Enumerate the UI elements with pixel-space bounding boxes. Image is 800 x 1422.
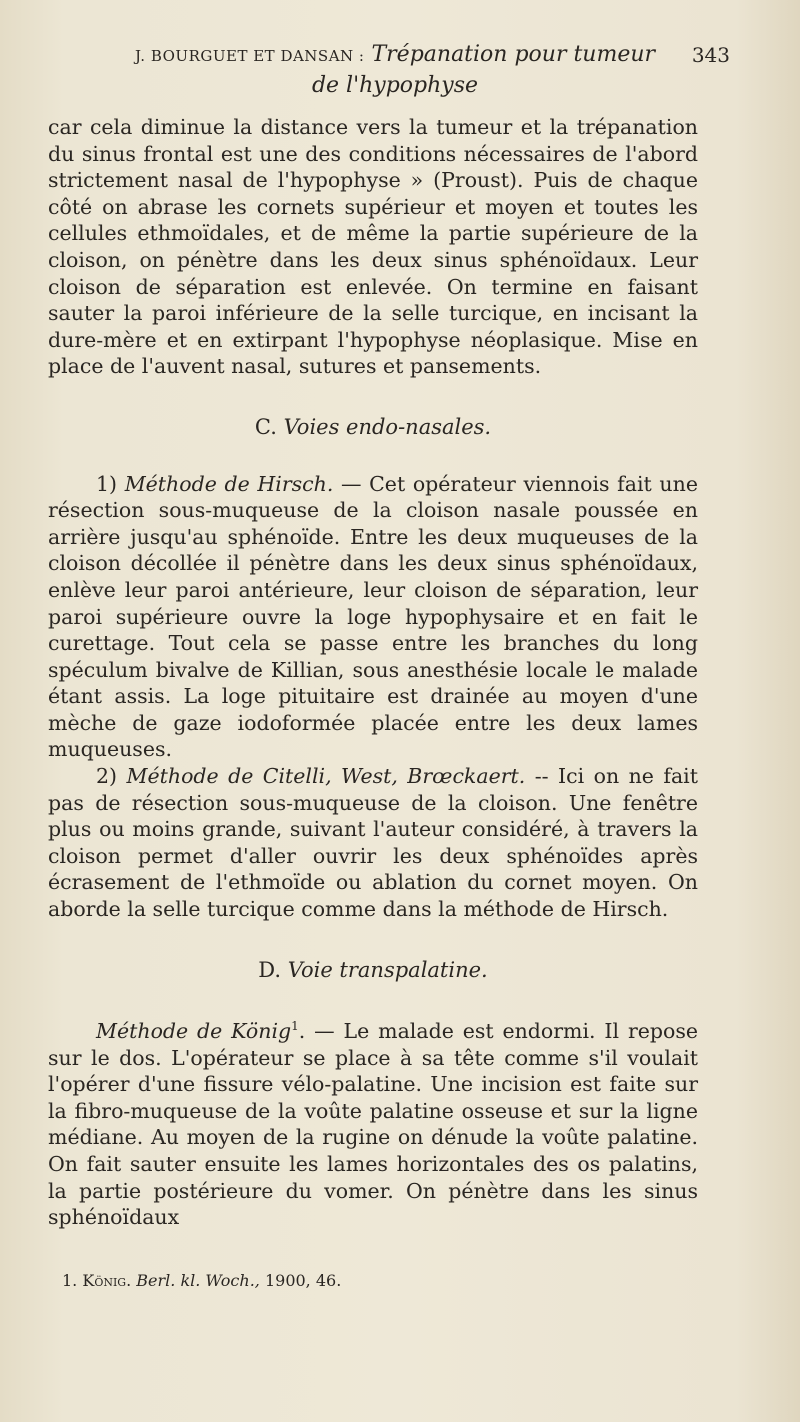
- method-citelli-title: Méthode de Citelli, West, Brœckaert.: [126, 764, 526, 789]
- section-heading-d: [48, 957, 698, 984]
- header-title: Trépanation pour tumeur: [371, 42, 656, 67]
- method-citelli-paragraph: [48, 763, 698, 923]
- section-d-letter: D.: [258, 957, 282, 982]
- footnote-author: König.: [82, 1271, 132, 1290]
- section-c-title: Voies endo-nasales.: [283, 414, 492, 439]
- method-hirsch-title: Méthode de Hirsch.: [124, 471, 334, 496]
- intro-paragraph: car cela diminue la distance vers la tumeur et la trépanation du sinus frontal est une des conditions nécessaires de l'abord strictement nasal de l'hypophyse » (Proust). Puis de chaque côté on abrase les cornets supérieur et moyen et toutes les cellules ethmoïdales, et de même la partie supérieure de la cloison, on pénètre dans les deux sinus sphénoïdaux. Leur cloison de séparation est enlevée. On termine en faisant sauter la paroi inférieure de la selle turcique, en incisant la dure-mère et en extirpant l'hypophyse néoplasique. Mise en place de l'auvent nasal, sutures et pansements.: [48, 115, 698, 379]
- method-citelli-text: -- Ici on ne fait pas de résection sous-muqueuse de la cloison. Une fenêtre plus ou moins grande, suivant l'auteur considéré, à travers la cloison permet d'aller ouvrir les deux sphénoïdes après écrasement de l'ethmoïde ou ablation du cornet moyen. On aborde la selle turcique comme dans la méthode de Hirsch.: [48, 764, 698, 922]
- footnote-number: 1.: [62, 1271, 78, 1290]
- method-konig-text: . — Le malade est endormi. Il repose sur le dos. L'opérateur se place à sa tête comme s'il voulait l'opérer d'une fissure vélo-palatine. Une incision est faite sur la fibro-muqueuse de la voûte palatine osseuse et sur la ligne médiane. Au moyen de la rugine on dénude la voûte palatine. On fait sauter ensuite les lames horizontales des os palatins, la partie postérieure du vomer. On pénètre dans les sinus sphénoïdaux: [48, 1019, 698, 1230]
- section-heading-c: [48, 414, 698, 441]
- method-hirsch-text: — Cet opérateur viennois fait une résection sous-muqueuse de la cloison nasale poussée en arrière jusqu'au sphénoïde. Entre les deux muqueuses de la cloison décollée il pénètre dans les deux sinus sphénoïdaux, enlève leur paroi antérieure, leur cloison de séparation, leur paroi supérieure ouvre la loge hypophysaire et en fait le curettage. Tout cela se passe entre les branches du long spéculum bivalve de Killian, sous anesthésie locale le malade étant assis. La loge pituitaire est drainée au moyen d'une mèche de gaze iodoformée placée entre les deux lames muqueuses.: [48, 471, 698, 762]
- footnote-reference: 1: [291, 1019, 299, 1034]
- footnote-source: Berl. kl. Woch.,: [136, 1271, 260, 1290]
- method-konig-paragraph: [48, 1013, 698, 1231]
- section-d-title: Voie transpalatine.: [287, 957, 488, 982]
- footnote: [62, 1270, 662, 1292]
- section-c-letter: C.: [254, 414, 277, 439]
- page-number: 343: [691, 43, 730, 67]
- header-title-continued: de l'hypophyse: [311, 73, 479, 98]
- footnote-details: 1900, 46.: [264, 1271, 342, 1290]
- method-hirsch-paragraph: [48, 471, 698, 764]
- method-citelli-number: 2): [96, 764, 118, 789]
- header-authors: J. BOURGUET ET DANSAN :: [134, 47, 365, 65]
- page-body: [48, 114, 698, 1231]
- method-hirsch-number: 1): [96, 471, 118, 496]
- running-header: [100, 40, 730, 101]
- method-konig-title: Méthode de König: [96, 1019, 292, 1044]
